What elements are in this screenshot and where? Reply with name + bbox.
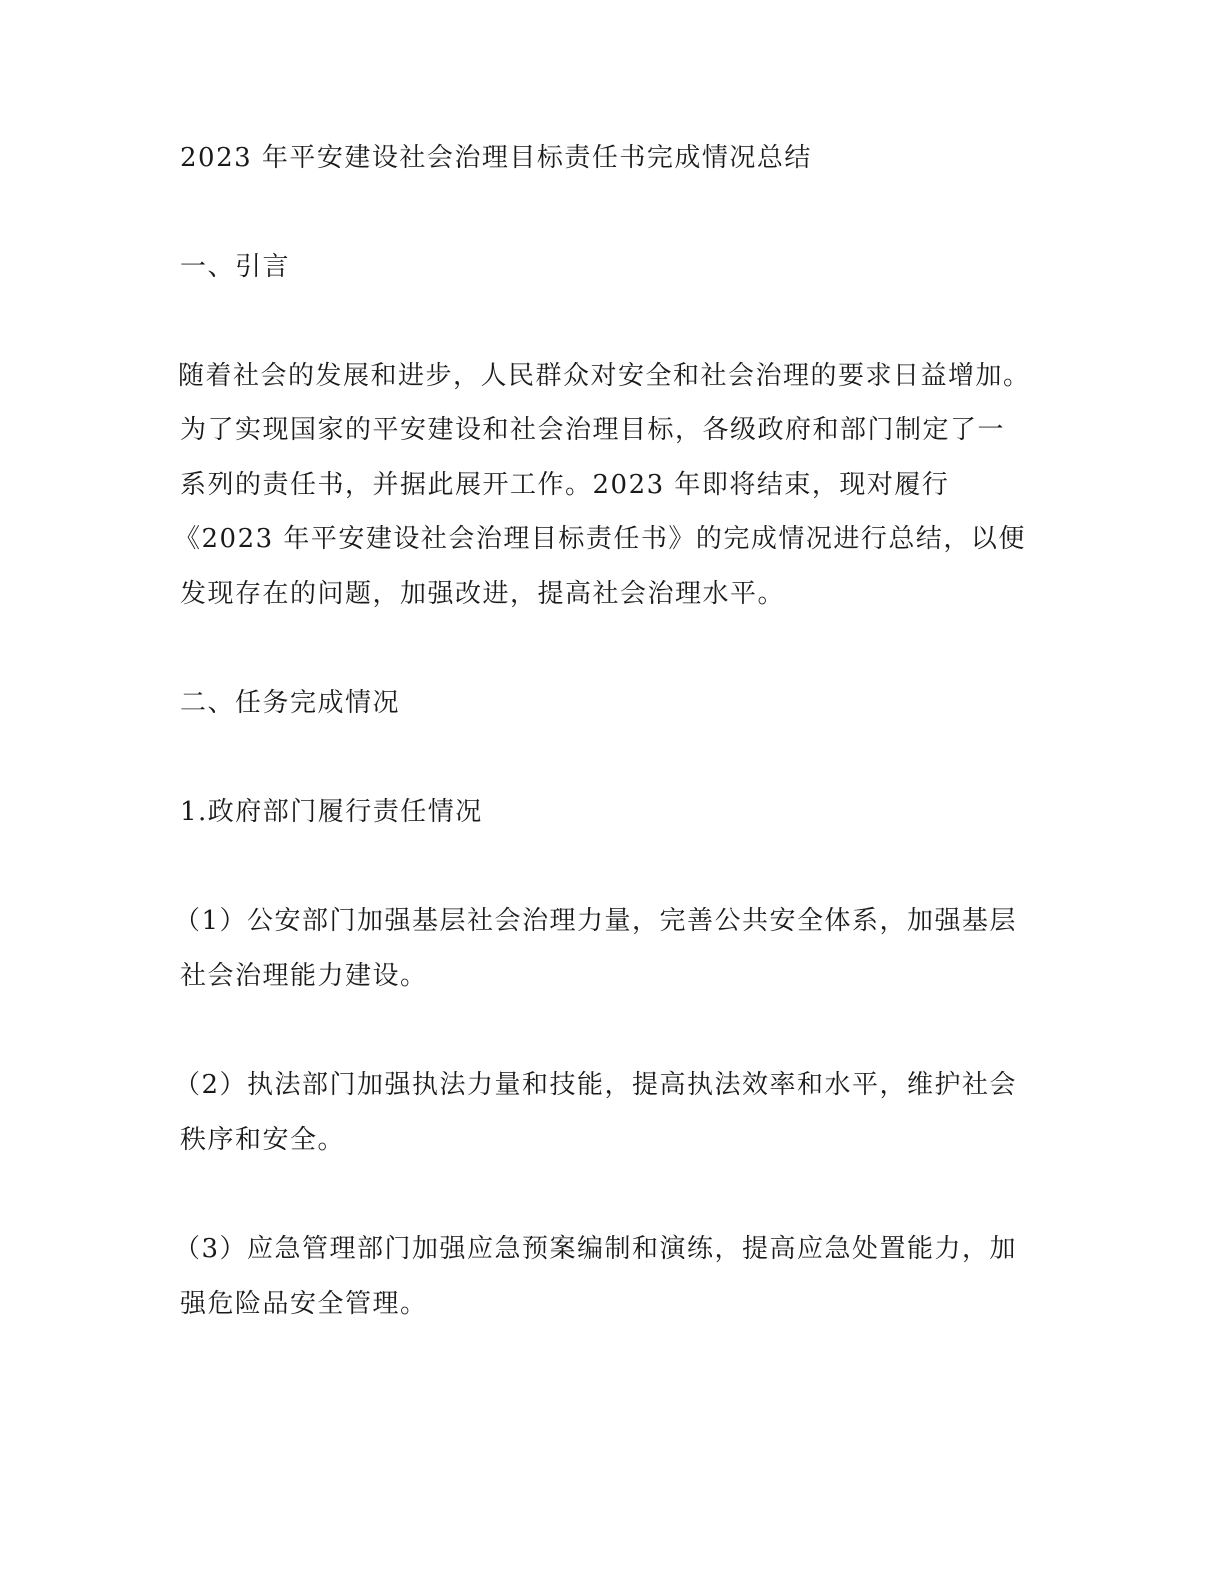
paragraph-line: 为了实现国家的平安建设和社会治理目标，各级政府和部门制定了一 <box>180 415 1006 445</box>
section-heading-task-completion: 二、任务完成情况 <box>180 688 401 718</box>
paragraph-line: 发现存在的问题，加强改进，提高社会治理水平。 <box>180 579 786 609</box>
list-item-line: （3）应急管理部门加强应急预案编制和演练，提高应急处置能力，加 <box>174 1234 1018 1264</box>
list-item-line: （2）执法部门加强执法力量和技能，提高执法效率和水平，维护社会 <box>174 1070 1018 1100</box>
list-item-line: 强危险品安全管理。 <box>180 1289 428 1319</box>
paragraph-line: 随着社会的发展和进步，人民群众对安全和社会治理的要求日益增加。 <box>178 361 1031 391</box>
document-title: 2023 年平安建设社会治理目标责任书完成情况总结 <box>180 143 812 173</box>
section-heading-introduction: 一、引言 <box>180 252 291 282</box>
subsection-heading: 1.政府部门履行责任情况 <box>180 797 483 827</box>
paragraph-line: 系列的责任书，并据此展开工作。2023 年即将结束，现对履行 <box>180 470 950 500</box>
list-item-line: （1）公安部门加强基层社会治理力量，完善公共安全体系，加强基层 <box>174 906 1018 936</box>
list-item-line: 社会治理能力建设。 <box>180 961 428 991</box>
list-item-line: 秩序和安全。 <box>180 1125 346 1155</box>
paragraph-line: 《2023 年平安建设社会治理目标责任书》的完成情况进行总结，以便 <box>174 524 1026 554</box>
